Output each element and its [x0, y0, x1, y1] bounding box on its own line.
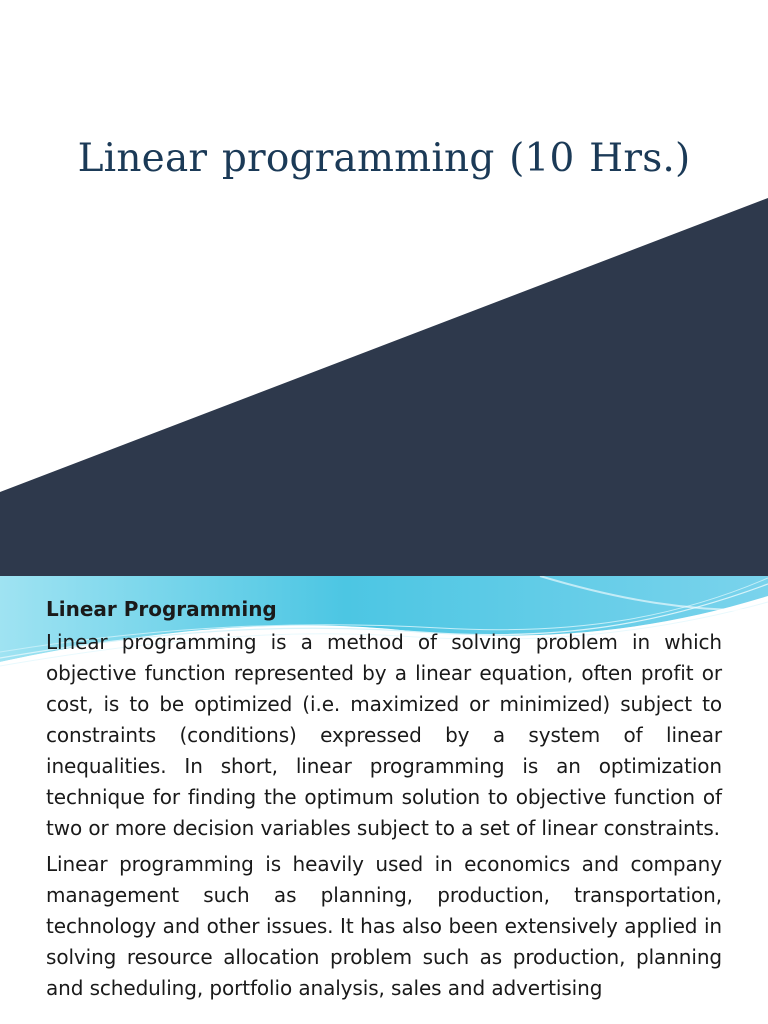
content-body: [46, 594, 722, 1009]
section-heading: Linear Programming: [46, 597, 277, 621]
slide-title: Linear programming (10 Hrs.): [77, 136, 691, 181]
content-slide: [0, 576, 768, 1024]
paragraph: Linear programming is a method of solving problem in which objective function represented by a linear equation, often profit or cost, is to be optimized (i.e. maximized or minimized) subject to constraints (conditions) expressed by a system of linear inequalities. In short, linear programming is an optimization technique for finding the optimum solution to objective function of two or more decision variables subject to a set of linear constraints.: [46, 630, 722, 840]
paragraph: Linear programming is heavily used in economics and company management such as planning, production, transportation, technology and other issues. It has also been extensively applied in solving resource allocation problem such as production, planning and scheduling, portfolio analysis, sales and advertising: [46, 852, 722, 1000]
